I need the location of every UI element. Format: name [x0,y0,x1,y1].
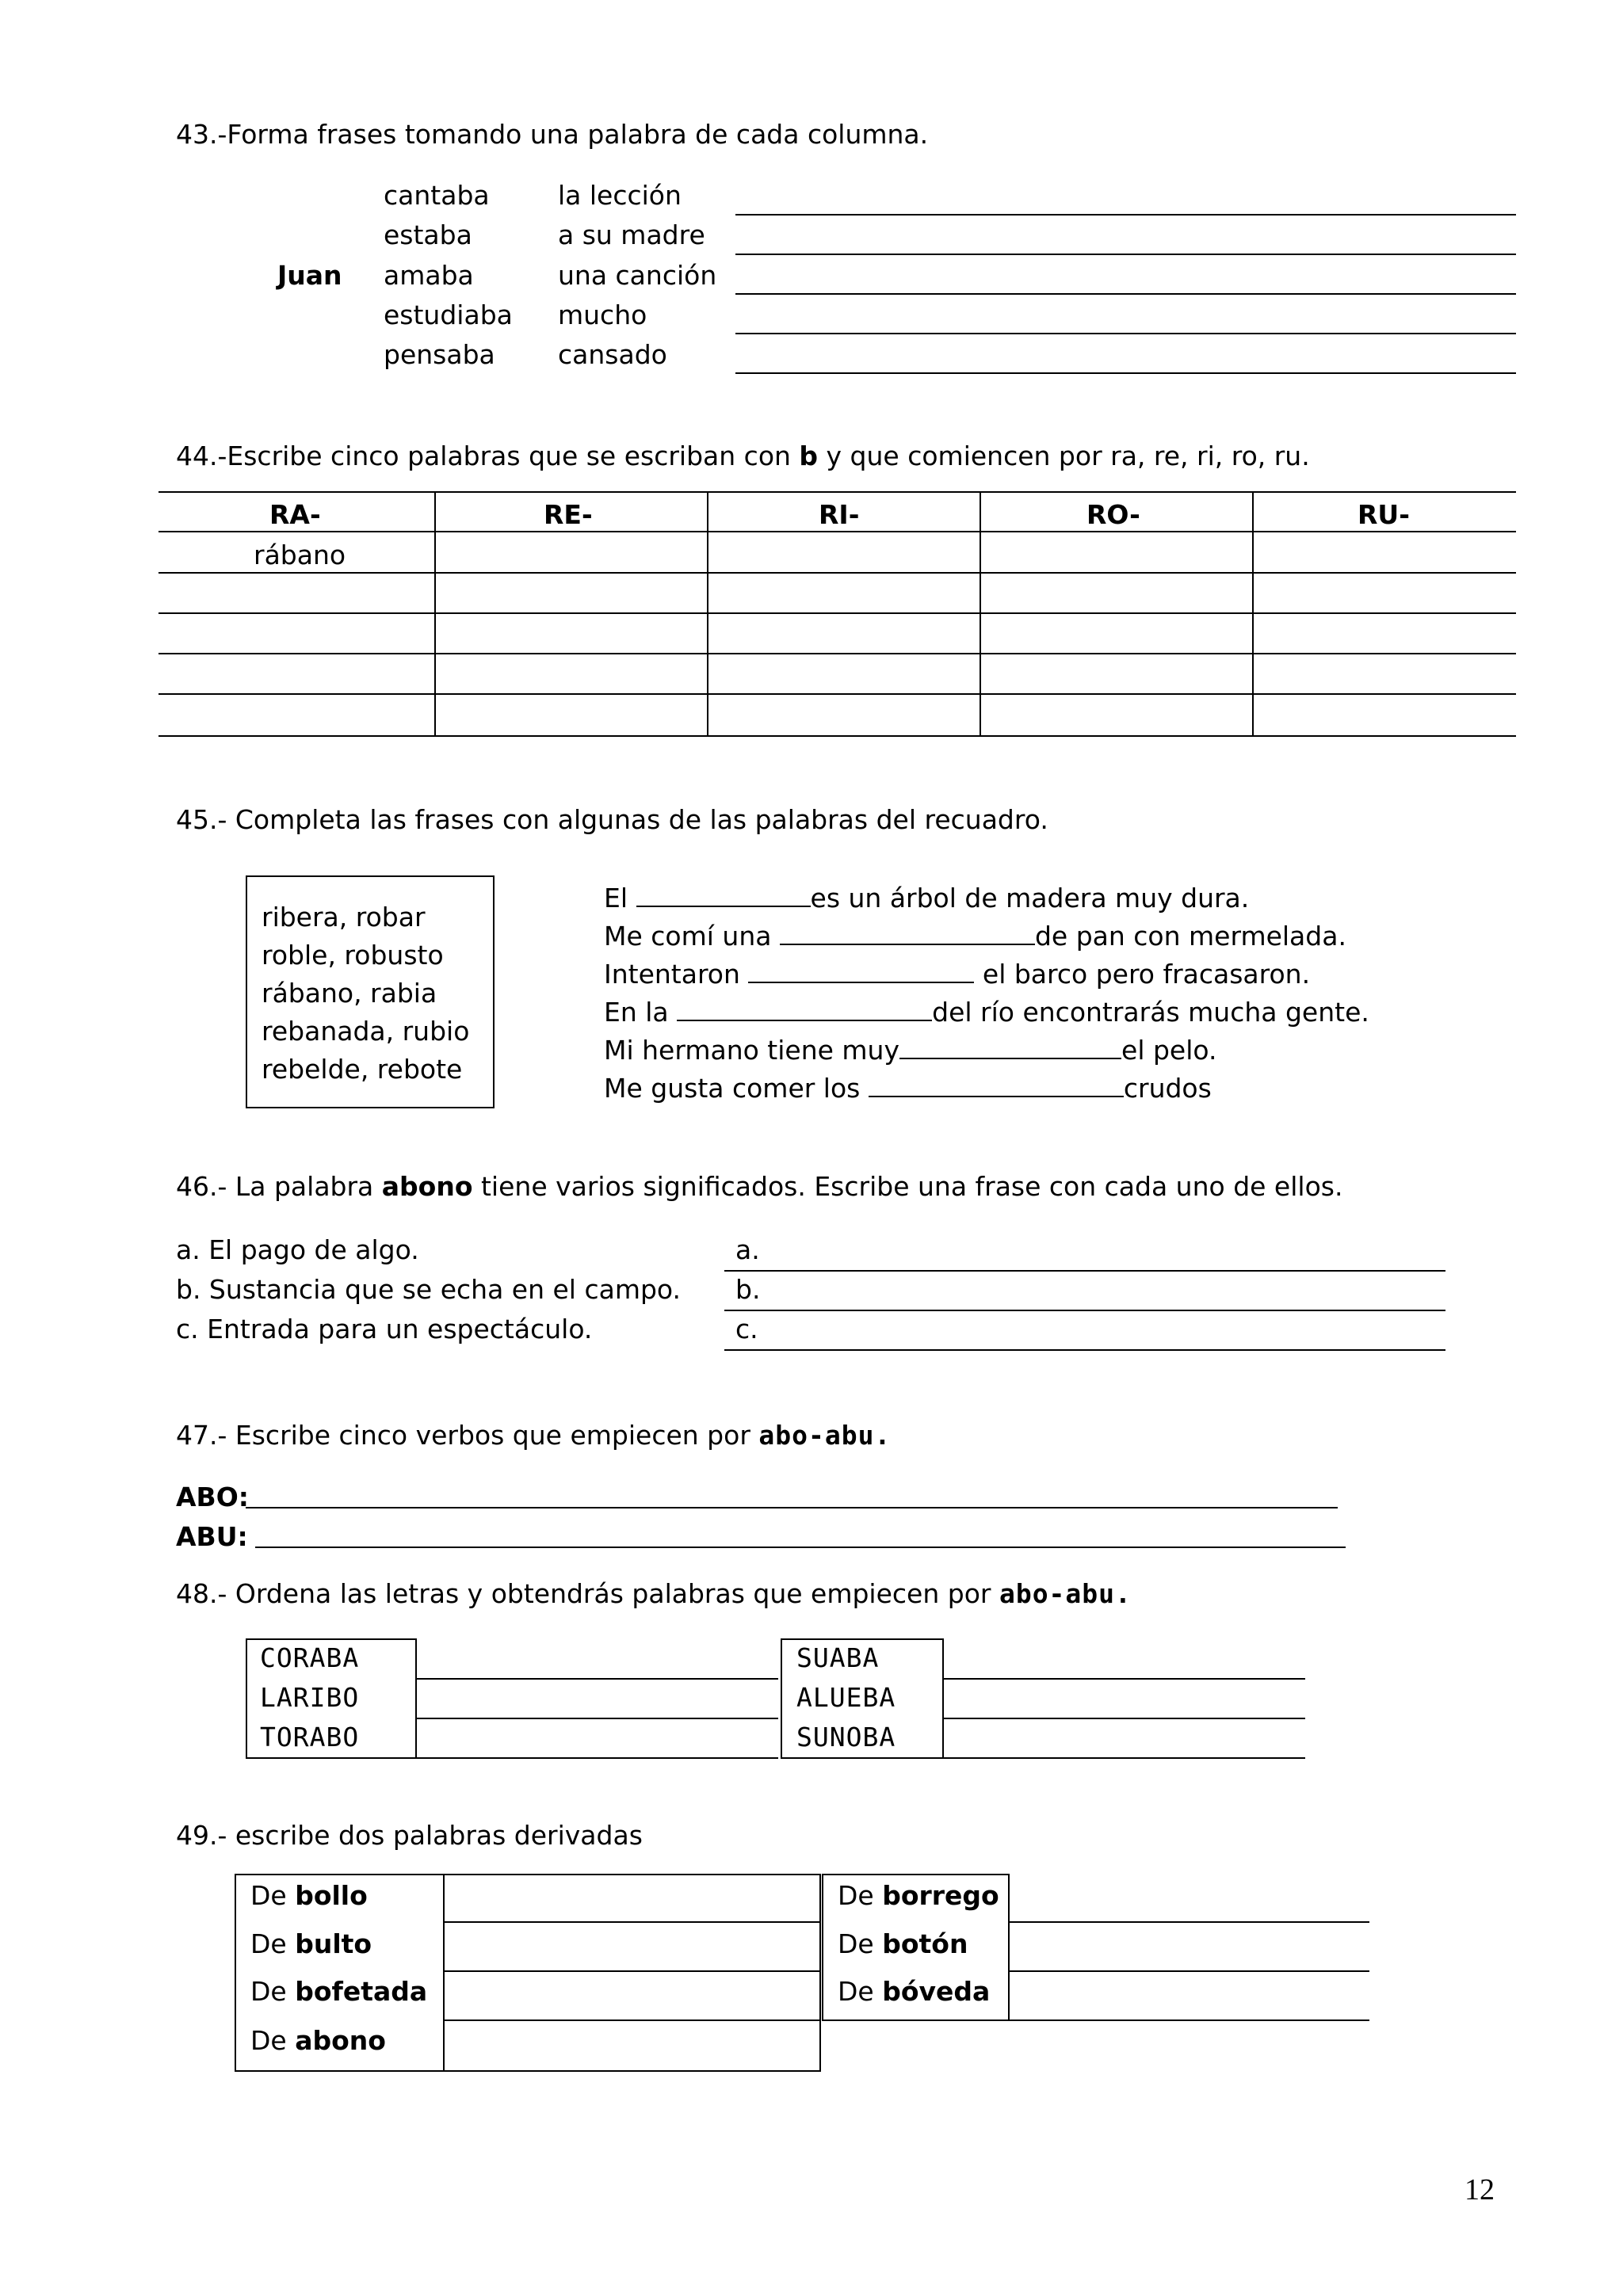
q43-answer-line[interactable] [735,254,1516,255]
q46-title: 46.- La palabra abono tiene varios significados. Escribe una frase con cada uno de ellos. [176,1171,1343,1202]
q43-complement: una canción [558,260,717,291]
scrambled-word: CORABA [260,1642,360,1673]
abo-label: ABO: [176,1482,249,1512]
col-header-ri: RI- [819,499,860,530]
q48-answer-line[interactable] [415,1757,778,1759]
word-box-line: rebanada, rubio [262,1016,470,1047]
q48-title: 48.- Ordena las letras y obtendrás palabras que empiecen por abo-abu. [176,1578,1132,1609]
q45-sentence: Me gusta comer los crudos [604,1073,1212,1104]
table-rule [158,531,1516,532]
q43-complement: a su madre [558,219,705,250]
q46-answer-line[interactable] [724,1310,1445,1311]
example-cell: rábano [254,540,346,570]
scrambled-word: SUABA [796,1642,880,1673]
q45-sentence: En la del río encontrarás mucha gente. [604,997,1369,1028]
word-box-line: rebelde, rebote [262,1054,463,1085]
scrambled-word: SUNOBA [796,1722,896,1753]
q43-answer-line[interactable] [735,333,1516,334]
table-rule [158,735,1516,737]
table-rule [158,693,1516,695]
q49-answer-line[interactable] [443,1970,821,1972]
table-divider [1252,491,1254,737]
fill-blank[interactable] [869,1072,1124,1097]
scrambled-word: TORABO [260,1722,360,1753]
q43-verb: amaba [384,260,474,291]
table-divider [980,491,981,737]
q49-answer-line[interactable] [443,2019,821,2021]
abo-answer-line[interactable] [246,1507,1338,1508]
q48-answer-line[interactable] [415,1718,778,1719]
word-box-line: ribera, robar [262,902,426,933]
fill-blank[interactable] [780,920,1035,945]
fill-blank[interactable] [899,1034,1121,1059]
q43-answer-line[interactable] [735,214,1516,215]
q49-answer-line[interactable] [443,1921,821,1923]
table-divider [434,491,436,737]
q46-answer-label: c. [735,1314,758,1344]
q43-complement: cansado [558,339,667,370]
q48-answer-line[interactable] [415,1678,778,1680]
q49-title: 49.- escribe dos palabras derivadas [176,1820,643,1851]
derived-word: De botón [838,1928,968,1959]
derived-word: De bulto [250,1928,372,1959]
q49-answer-line[interactable] [1008,1970,1369,1972]
q45-sentence: Me comí una de pan con mermelada. [604,921,1346,952]
fill-blank[interactable] [677,996,932,1021]
table-rule [158,491,1516,493]
abu-answer-line[interactable] [255,1547,1346,1548]
scrambled-word: LARIBO [260,1682,360,1713]
q48-answer-line[interactable] [942,1718,1305,1719]
q45-sentence: El es un árbol de madera muy dura. [604,883,1250,913]
table-rule [158,653,1516,654]
q46-answer-line[interactable] [724,1270,1445,1272]
table-rule [158,612,1516,614]
q43-verb: pensaba [384,339,495,370]
table-rule [158,572,1516,574]
word-box-line: rábano, rabia [262,978,437,1009]
q46-meaning: b. Sustancia que se echa en el campo. [176,1274,682,1305]
derived-word: De abono [250,2025,386,2056]
q46-answer-label: b. [735,1274,761,1305]
q43-verb: cantaba [384,180,490,211]
scrambled-word: ALUEBA [796,1682,896,1713]
derived-word: De borrego [838,1880,999,1911]
q48-answer-line[interactable] [942,1757,1305,1759]
q46-answer-line[interactable] [724,1349,1445,1351]
q43-complement: la lección [558,180,682,211]
q43-answer-line[interactable] [735,293,1516,295]
derived-word: De bóveda [838,1976,991,2007]
q43-answer-line[interactable] [735,372,1516,374]
derived-answer-area[interactable] [443,1874,821,2072]
q45-title: 45.- Completa las frases con algunas de las palabras del recuadro. [176,804,1048,835]
q46-meaning: a. El pago de algo. [176,1234,419,1265]
col-header-ro: RO- [1086,499,1140,530]
q45-sentence: Mi hermano tiene muy el pelo. [604,1035,1217,1066]
fill-blank[interactable] [636,882,811,907]
q44-title: 44.-Escribe cinco palabras que se escriban con b y que comiencen por ra, re, ri, ro, ru. [176,441,1310,471]
col-header-re: RE- [544,499,593,530]
fill-blank[interactable] [748,958,974,983]
page-number: 12 [1465,2173,1495,2206]
q49-answer-line[interactable] [1008,2019,1369,2021]
q43-verb: estudiaba [384,299,513,330]
q43-title: 43.-Forma frases tomando una palabra de cada columna. [176,119,929,150]
word-box-line: roble, robusto [262,940,444,971]
derived-word: De bollo [250,1880,368,1911]
q43-complement: mucho [558,299,647,330]
col-header-ra: RA- [269,499,321,530]
abu-label: ABU: [176,1521,248,1552]
q48-answer-line[interactable] [942,1678,1305,1680]
q43-verb: estaba [384,219,472,250]
derived-word: De bofetada [250,1976,428,2007]
table-divider [707,491,708,737]
q47-title: 47.- Escribe cinco verbos que empiecen por abo-abu. [176,1420,892,1451]
q49-answer-line[interactable] [1008,1921,1369,1923]
q46-meaning: c. Entrada para un espectáculo. [176,1314,593,1344]
q46-answer-label: a. [735,1234,760,1265]
col-header-ru: RU- [1358,499,1410,530]
q45-sentence: Intentaron el barco pero fracasaron. [604,959,1311,990]
q43-subject: Juan [277,260,342,291]
